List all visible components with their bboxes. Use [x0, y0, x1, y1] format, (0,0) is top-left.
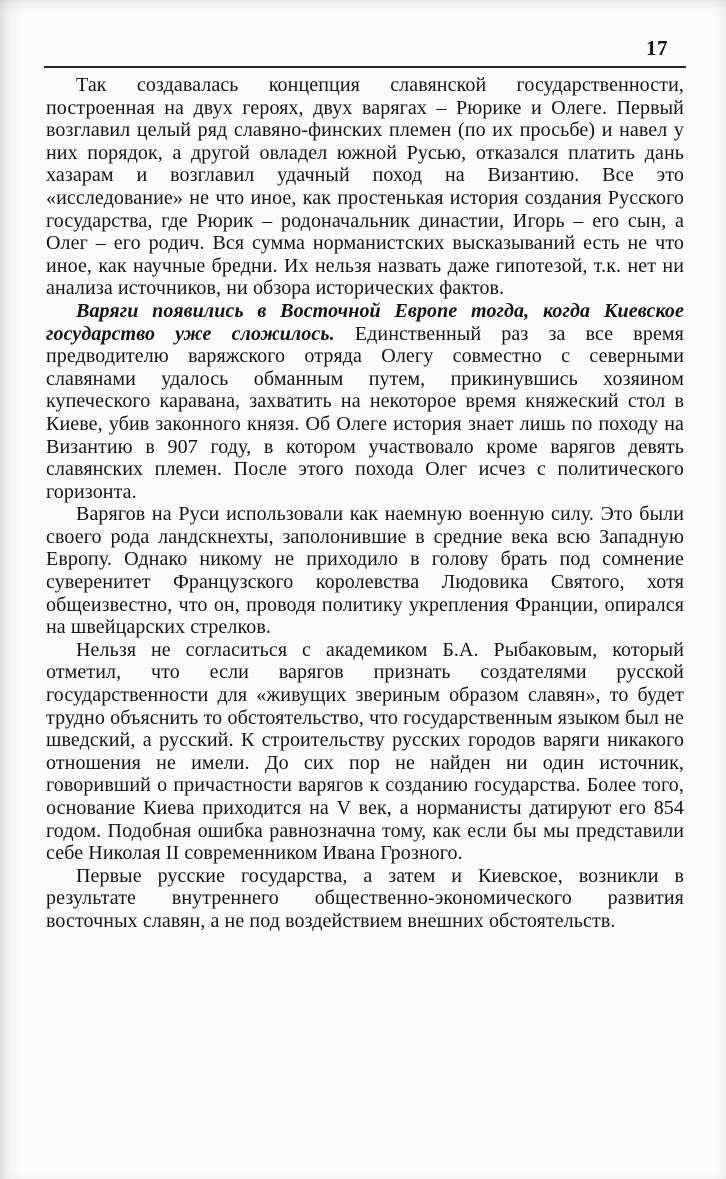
- paragraph-1: Так создавалась концепция славянской государственности, построенная на двух героях, двух варягах – Рюрике и Олеге. Первый возглавил целый ряд славяно-финских племен (по их просьбе) и навел у них порядок, а другой овладел южной Русью, отказался платить дань хазарам и возглавил удачный поход на Византию. Все это «исследование» не что иное, как простенькая история создания Русского государства, где Рюрик – родоначальник династии, Игорь – его сын, а Олег – его родич. Вся сумма норманистских высказываний есть не что иное, как научные бредни. Их нельзя назвать даже гипотезой, т.к. нет ни анализа источников, ни обзора исторических фактов.: [46, 74, 684, 300]
- paragraph-5: Первые русские государства, а затем и Киевское, возникли в результате внутреннего общественно-экономического развития восточных славян, а не под воздействием внешних обстоятельств.: [46, 864, 684, 932]
- paragraph-2: [46, 300, 684, 503]
- paragraph-2-lead: Варяги появились в Восточной Европе тогда, когда Киевское государство уже сложилось.: [46, 299, 684, 345]
- page-number: 17: [646, 36, 668, 60]
- paragraph-3: Варягов на Руси использовали как наемную военную силу. Это были своего рода ландскнехты, заполонившие в средние века всю Западную Европу. Однако никому не приходило в голову брать под сомнение суверенитет Французского королевства Людовика Святого, хотя общеизвестно, что он, проводя политику укрепления Франции, опирался на швейцарских стрелков.: [46, 503, 684, 639]
- paragraph-4: Нельзя не согласиться с академиком Б.А. Рыбаковым, который отметил, что если варягов признать создателями русской государственности для «живущих звериным образом славян», то будет трудно объяснить то обстоятельство, что государственным языком был не шведский, а русский. К строительству русских городов варяги никакого отношения не имели. До сих пор не найден ни один источник, говоривший о причастности варягов к созданию государства. Более того, основание Киева приходится на V век, а норманисты датируют его 854 годом. Подобная ошибка равнозначна тому, как если бы мы представили себе Николая II современником Ивана Грозного.: [46, 638, 684, 865]
- paragraph-2-text: Единственный раз за все время предводителю варяжского отряда Олегу совместно с северными славянами удалось обманным путем, прикинувшись хозяином купеческого каравана, захватить на некоторое время княжеский стол в Киеве, убив законного князя. Об Олеге история знает лишь по походу на Византию в 907 году, в котором участвовало кроме варягов девять славянских племен. После этого похода Олег исчез с политического горизонта.: [46, 322, 684, 503]
- header-rule: [44, 66, 686, 68]
- page-content: [46, 74, 684, 933]
